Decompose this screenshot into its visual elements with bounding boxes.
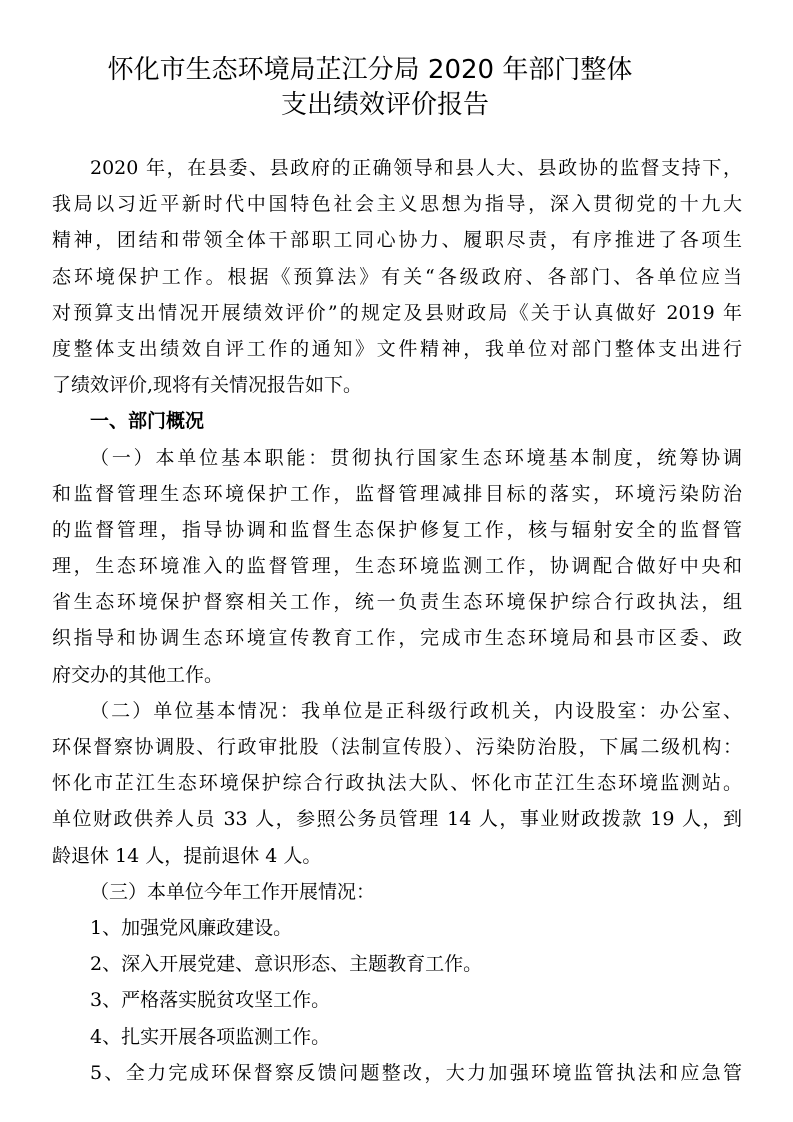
subsection-heading: （三）本单位今年工作开展情况： [90, 880, 376, 903]
list-item: 4、扎实开展各项监测工作。 [90, 1025, 331, 1048]
paragraph-line: 度整体支出绩效自评工作的通知》文件精神，我单位对部门整体支出进行 [52, 337, 742, 360]
paragraph-line: 对预算支出情况开展绩效评价”的规定及县财政局《关于认真做好 2019 年 [52, 301, 742, 324]
paragraph-line: （一）本单位基本职能：贯彻执行国家生态环境基本制度，统筹协调 [90, 446, 742, 469]
paragraph-line: 态环境保护工作。根据《预算法》有关“各级政府、各部门、各单位应当 [52, 265, 742, 288]
list-item: 3、严格落实脱贫攻坚工作。 [90, 989, 331, 1012]
paragraph-line: 单位财政供养人员 33 人，参照公务员管理 14 人，事业财政拨款 19 人，到 [52, 808, 742, 831]
paragraph-line: 的监督管理，指导协调和监督生态保护修复工作，核与辐射安全的监督管 [52, 518, 742, 541]
paragraph-line: 我局以习近平新时代中国特色社会主义思想为指导，深入贯彻党的十九大 [52, 193, 742, 216]
paragraph-line: 了绩效评价,现将有关情况报告如下。 [52, 374, 363, 397]
paragraph-line: 和监督管理生态环境保护工作，监督管理减排目标的落实，环境污染防治 [52, 482, 742, 505]
paragraph-line: 理，生态环境准入的监督管理，生态环境监测工作，协调配合做好中央和 [52, 555, 742, 578]
list-item: 2、深入开展党建、意识形态、主题教育工作。 [90, 953, 483, 976]
paragraph-line: 省生态环境保护督察相关工作，统一负责生态环境保护综合行政执法，组 [52, 591, 742, 614]
report-title-line-2: 支出绩效评价报告 [280, 90, 489, 120]
paragraph-line: 织指导和协调生态环境宣传教育工作，完成市生态环境局和县市区委、政 [52, 627, 742, 650]
paragraph-line: 环保督察协调股、行政审批股（法制宣传股）、污染防治股，下属二级机构： [52, 736, 742, 758]
report-title-line-1: 怀化市生态环境局芷江分局 2020 年部门整体 [107, 55, 633, 85]
paragraph-line: 怀化市芷江生态环境保护综合行政执法大队、怀化市芷江生态环境监测站。 [52, 772, 742, 795]
paragraph-line: 2020 年，在县委、县政府的正确领导和县人大、县政协的监督支持下， [90, 157, 742, 179]
paragraph-line: 龄退休 14 人，提前退休 4 人。 [52, 844, 322, 867]
paragraph-line: （二）单位基本情况：我单位是正科级行政机关，内设股室：办公室、 [90, 699, 742, 722]
section-heading: 一、部门概况 [90, 410, 205, 433]
list-item: 5、全力完成环保督察反馈问题整改，大力加强环境监管执法和应急管 [90, 1061, 742, 1084]
report-body [52, 150, 742, 1091]
paragraph-line: 精神，团结和带领全体干部职工同心协力、履职尽责，有序推进了各项生 [52, 229, 742, 252]
list-item: 1、加强党风廉政建设。 [90, 916, 293, 939]
paragraph-line: 府交办的其他工作。 [52, 663, 224, 686]
